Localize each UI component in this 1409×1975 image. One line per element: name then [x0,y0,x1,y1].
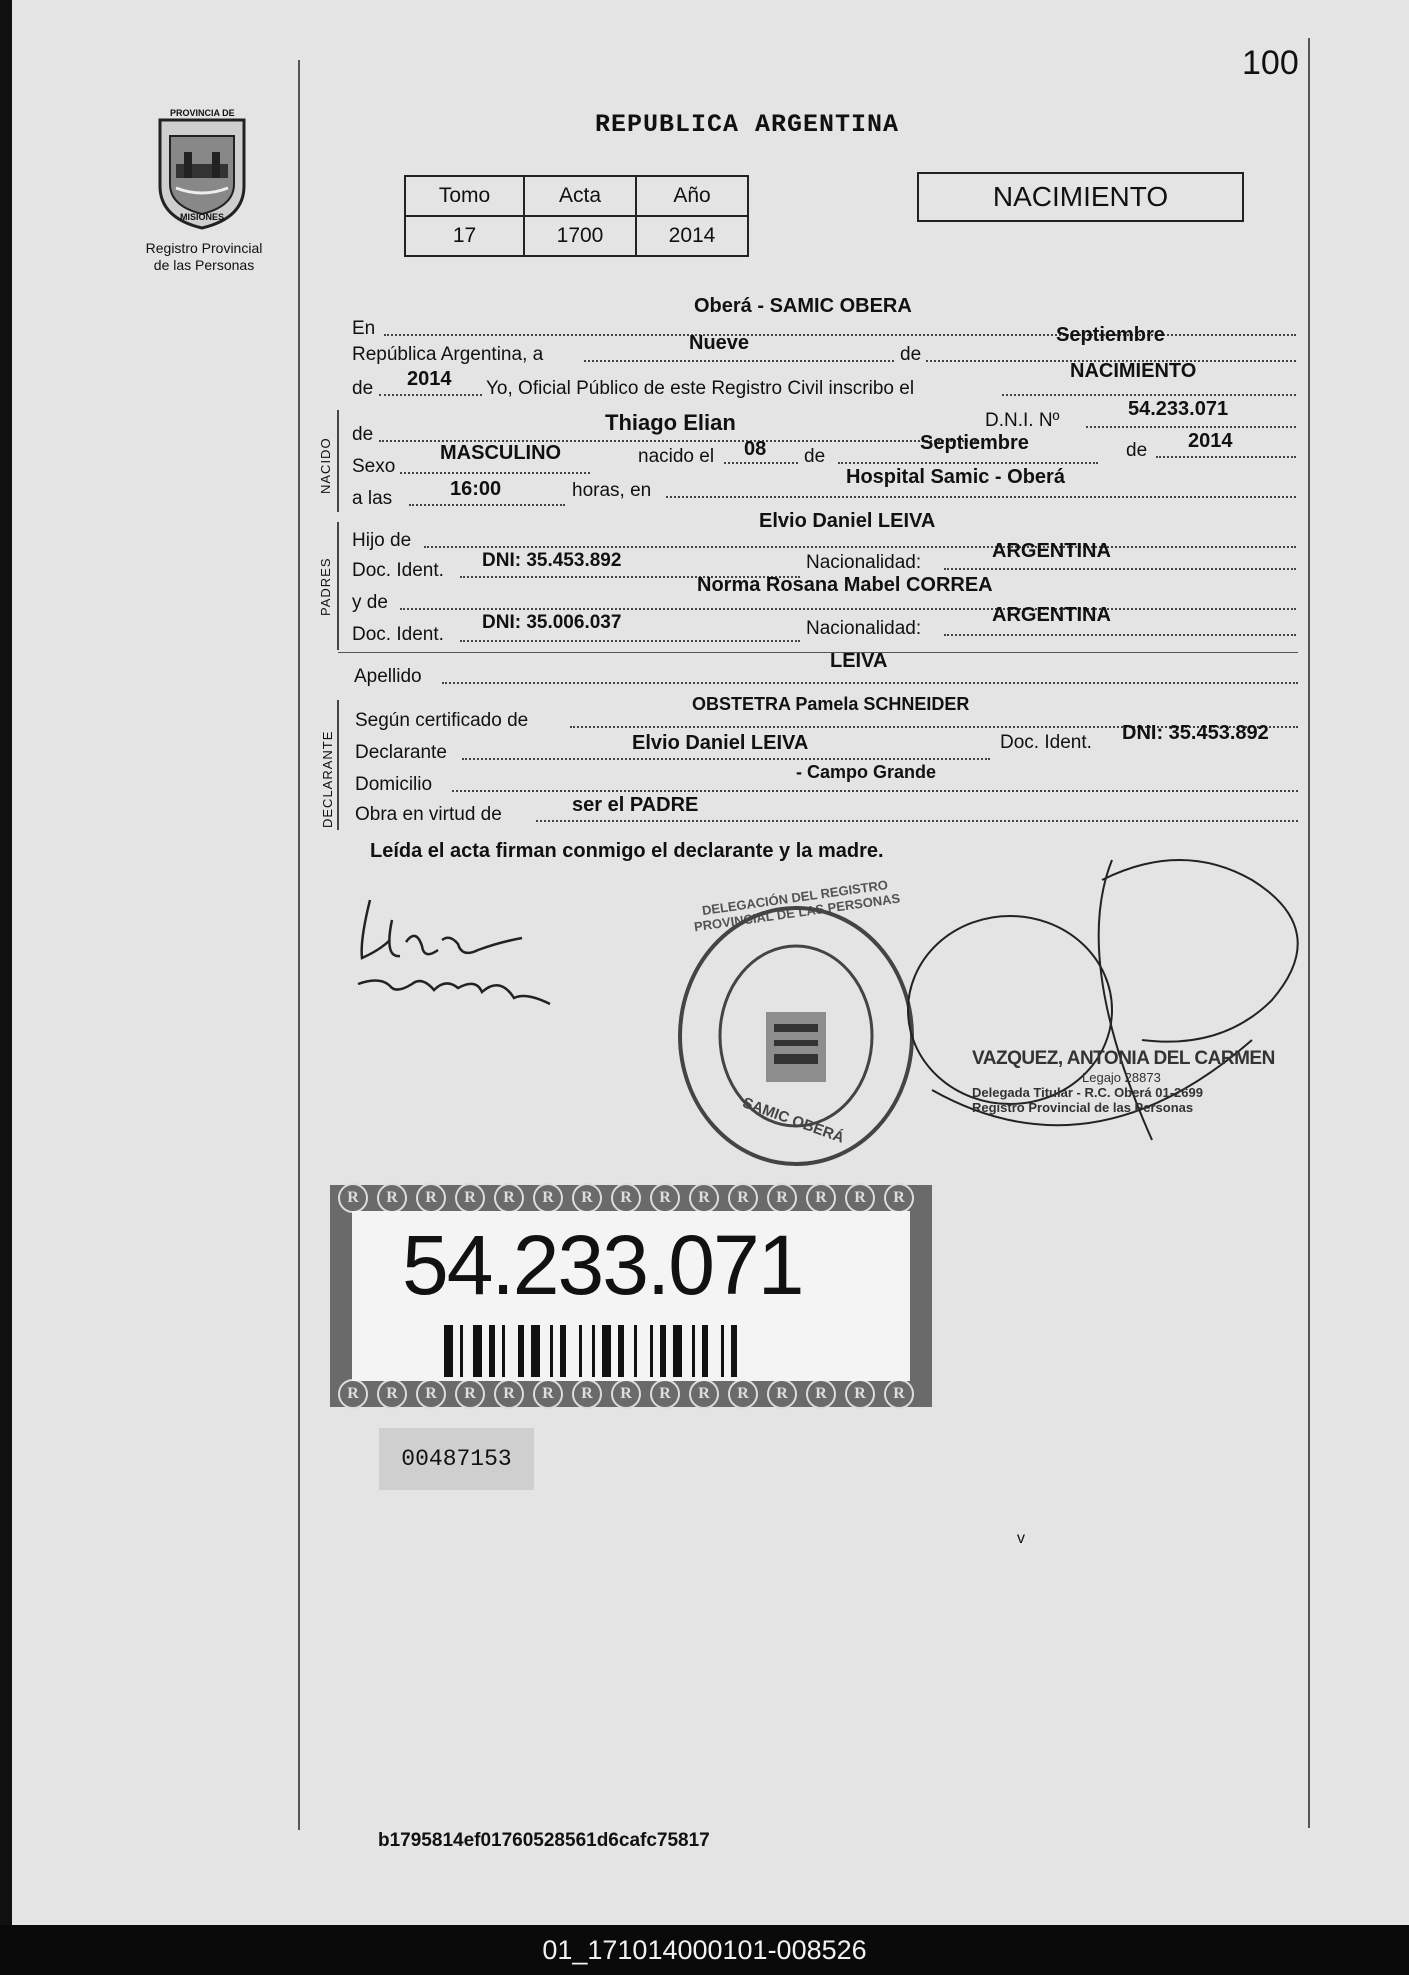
father-nat-dots [944,568,1296,570]
security-r-mark: R [884,1183,914,1213]
declarante-label: Declarante [355,742,447,763]
security-r-mark: R [806,1183,836,1213]
barcode-number: 54.233.071 [402,1218,803,1312]
security-r-mark: R [338,1183,368,1213]
mother-nat-dots [944,634,1296,636]
mother-dots [400,608,1296,610]
declarante-bracket [337,700,339,830]
security-r-mark: R [611,1379,641,1409]
domicilio-value: - Campo Grande [796,762,937,782]
security-r-mark: R [455,1183,485,1213]
barcode-bar [692,1325,695,1377]
security-r-mark: R [494,1379,524,1409]
security-r-mark: R [455,1379,485,1409]
en-label: En [352,318,376,339]
serial-stub: 00487153 [379,1428,534,1490]
nacido-side-label: NACIDO [318,437,333,494]
birth-year-value: 2014 [1188,430,1233,452]
birth-month-value: Septiembre [920,432,1029,454]
year-de-label: de [352,378,374,399]
barcode-bar [502,1325,505,1377]
birth-day-dots [724,462,798,464]
security-r-mark: R [728,1183,758,1213]
mother-doc-label: Doc. Ident. [352,624,444,645]
security-r-mark: R [728,1379,758,1409]
value-ano: 2014 [636,216,748,256]
birth-month-dots [838,462,1098,464]
barcode-bar [702,1325,708,1377]
security-r-mark: R [377,1183,407,1213]
security-r-mark: R [689,1379,719,1409]
birth-de2-label: de [1126,440,1148,461]
hour-value: 16:00 [450,478,502,500]
month-value: Septiembre [1056,324,1165,346]
barcode-bar [634,1325,637,1377]
mother-nat-value: ARGENTINA [992,604,1111,626]
nacido-bracket [337,410,339,512]
barcode-bar [618,1325,624,1377]
hour-dots [409,504,565,506]
security-r-mark: R [416,1183,446,1213]
barcode-icon [444,1325,808,1377]
security-r-mark: R [377,1379,407,1409]
security-r-mark: R [767,1183,797,1213]
province-seal-logo [150,106,254,232]
stamp-ring-text: DELEGACIÓN DEL REGISTRO PROVINCIAL DE LAS PERSONAS [693,877,901,935]
barcode-bar [489,1325,495,1377]
security-r-mark: R [494,1183,524,1213]
record-table [404,175,749,257]
security-r-mark: R [416,1379,446,1409]
official-name: VAZQUEZ, ANTONIA DEL CARMEN [972,1048,1275,1069]
left-margin-line [298,60,300,1830]
barcode-label [330,1185,932,1407]
logo-caption [130,240,278,274]
header-acta: Acta [524,176,636,216]
mother-doc-value: DNI: 35.006.037 [482,612,622,633]
barcode-bar [473,1325,482,1377]
security-r-mark: R [845,1183,875,1213]
header-tomo: Tomo [405,176,524,216]
birth-de-label: de [804,446,826,467]
value-tomo: 17 [405,216,524,256]
republica-label: República Argentina, a [352,344,544,365]
padres-bracket [337,522,339,650]
security-r-mark: R [533,1379,563,1409]
name-de-label: de [352,424,374,445]
year-value: 2014 [407,368,452,390]
barcode-bar [579,1325,582,1377]
security-r-mark: R [572,1183,602,1213]
father-value: Elvio Daniel LEIVA [759,510,936,532]
segun-value: OBSTETRA Pamela SCHNEIDER [692,694,970,714]
barcode-bar [531,1325,540,1377]
dni-label: D.N.I. Nº [985,410,1060,431]
obra-label: Obra en virtud de [355,804,502,825]
dni-value: 54.233.071 [1128,398,1229,420]
official-legajo: Legajo 28873 [1082,1070,1161,1085]
apellido-separator [338,652,1298,653]
declarante-doc-value: DNI: 35.453.892 [1122,722,1269,744]
official-signature-loops [892,840,1372,1210]
inscribo-value: NACIMIENTO [1070,360,1197,382]
en-value: Oberá - SAMIC OBERA [694,295,912,317]
barcode-bar [560,1325,566,1377]
security-r-mark: R [767,1379,797,1409]
obra-dots [536,820,1298,822]
declarante-doc-label: Doc. Ident. [1000,732,1092,753]
value-acta: 1700 [524,216,636,256]
official-role: Delegada Titular - R.C. Oberá 01-2699 [972,1085,1203,1100]
apellido-value: LEIVA [830,650,888,672]
inscribo-dots [1002,394,1296,396]
security-r-mark: R [611,1183,641,1213]
registry-round-stamp [670,877,922,1172]
republica-dots [584,360,894,362]
document-hash: b1795814ef01760528561d6cafc75817 [378,1830,710,1851]
father-doc-value: DNI: 35.453.892 [482,550,622,571]
stamp-bottom-text: SAMIC OBERÁ [740,1094,847,1147]
security-r-mark: R [845,1379,875,1409]
apellido-dots [442,682,1298,684]
inscribo-label: Yo, Oficial Público de este Registro Civil inscribo el [486,378,915,399]
nacido-el-label: nacido el [638,446,715,467]
father-doc-label: Doc. Ident. [352,560,444,581]
apellido-label: Apellido [354,666,422,687]
birth-day-value: 08 [744,438,767,460]
closing-statement: Leída el acta firman conmigo el declarante y la madre. [370,840,884,862]
barcode-bar [518,1325,524,1377]
document-title: REPUBLICA ARGENTINA [595,110,900,139]
handwritten-signature [350,880,560,1020]
stamp-seal-icon [670,900,922,1172]
dni-dots [1086,426,1296,428]
logo-caption-line2: de las Personas [153,257,255,273]
segun-label: Según certificado de [355,710,529,731]
security-r-mark: R [338,1379,368,1409]
horas-label: horas, en [572,480,652,501]
security-r-mark: R [884,1379,914,1409]
declarante-value: Elvio Daniel LEIVA [632,732,809,754]
security-r-mark: R [572,1379,602,1409]
barcode-bar [650,1325,653,1377]
barcode-bar [460,1325,463,1377]
sexo-label: Sexo [352,456,396,477]
a-las-label: a las [352,488,393,509]
barcode-panel [352,1211,910,1381]
domicilio-label: Domicilio [355,774,433,795]
sexo-dots [400,472,590,474]
sexo-value: MASCULINO [440,442,562,464]
security-r-mark: R [806,1379,836,1409]
child-name-value: Thiago Elian [605,410,736,435]
padres-side-label: PADRES [318,557,333,616]
tick-mark: v [1017,1530,1025,1547]
security-r-mark: R [650,1183,680,1213]
republica-de-label: de [900,344,922,365]
security-r-mark: R [689,1183,719,1213]
year-dots [379,394,482,396]
y-de-label: y de [352,592,388,613]
father-nat-label: Nacionalidad: [806,552,922,573]
place-value: Hospital Samic - Oberá [846,466,1065,488]
barcode-bar [550,1325,553,1377]
day-value: Nueve [689,332,750,354]
mother-doc-dots [460,640,800,642]
barcode-bar [592,1325,595,1377]
hijo-label: Hijo de [352,530,412,551]
footer-file-id: 01_171014000101-008526 [0,1925,1409,1975]
mother-nat-label: Nacionalidad: [806,618,922,639]
security-r-mark: R [533,1183,563,1213]
barcode-bar [602,1325,611,1377]
mother-value: Norma Rosana Mabel CORREA [697,574,993,596]
barcode-bar [731,1325,737,1377]
page-number: 100 [1242,44,1299,82]
barcode-bar [673,1325,682,1377]
security-r-mark: R [650,1379,680,1409]
logo-caption-line1: Registro Provincial [145,240,263,256]
seal-bottom-text: MISIONES [180,212,225,222]
official-registry: Registro Provincial de las Personas [972,1100,1194,1115]
header-ano: Año [636,176,748,216]
birth-year-dots [1156,456,1296,458]
barcode-bar [721,1325,724,1377]
domicilio-dots [452,790,1298,792]
obra-value: ser el PADRE [572,794,699,816]
father-nat-value: ARGENTINA [992,540,1111,562]
barcode-bar [444,1325,453,1377]
declarante-dots [462,758,990,760]
declarante-side-label: DECLARANTE [320,730,335,828]
document-page [12,0,1409,1925]
barcode-bar [660,1325,666,1377]
seal-top-text: PROVINCIA DE [170,108,235,118]
official-stamp-text [972,1048,1302,1115]
place-dots [666,496,1296,498]
father-dots [424,546,1296,548]
record-type-box: NACIMIENTO [917,172,1244,222]
